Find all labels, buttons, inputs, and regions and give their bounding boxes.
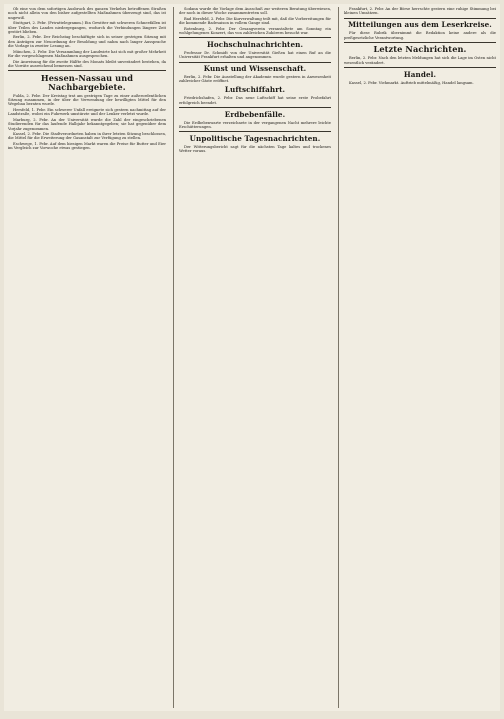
- section-heading: Handel.: [403, 69, 437, 79]
- divider: [179, 131, 331, 132]
- section-heading: Luftschiffahrt.: [224, 85, 286, 95]
- paragraph: Kassel, 2. Febr. Viehmarkt. Auftrieb mittelmäßig, Handel langsam.: [349, 80, 474, 85]
- paragraph: Der Witterungsbericht sagt für die nächsten Tage kaltes und trockenes Wetter voraus.: [179, 144, 331, 154]
- paragraph: Ob eine von dem sofortigen Ausbruch des ganzen Verkehrs betroffenen Straßen noch nicht allein von den bisher aufgestellten Maßnahmen überzeugt sind, das ist ungewiß.: [8, 7, 166, 20]
- column-2: [173, 7, 331, 708]
- column-1: [8, 7, 166, 708]
- paragraph: Berlin, 2. Febr. Nach den letzten Meldungen hat sich die Lage im Osten nicht wesentlich verändert.: [344, 56, 496, 65]
- newspaper-page: [4, 4, 500, 711]
- divider: [179, 107, 331, 108]
- paragraph: Bad Hersfeld, 2. Febr. Die Kurverwaltung teilt mit, daß die Vorbereitungen für die kommende Badesaison in vollem Gange sind.: [179, 16, 331, 26]
- divider: [179, 62, 331, 63]
- paragraph: Hersfeld, 1. Febr. Ein schwerer Unfall ereignete sich gestern nachmittag auf der Landstraße, wobei ein Fuhrwerk umstürzte und der Lenker verletzt wurde.: [8, 107, 166, 117]
- paragraph: Für diese Rubrik übernimmt die Redaktion keine andere als die preßgesetzliche Verantwortung.: [344, 31, 496, 40]
- divider: [344, 18, 496, 19]
- section-heading: Hochschulnachrichten.: [206, 39, 304, 49]
- paragraph: Friedrichshafen, 2. Febr. Das neue Luftschiff hat seine erste Probefahrt erfolgreich beendet.: [179, 96, 331, 105]
- paragraph: München, 2. Febr. Die Versammlung der Landwirte hat sich mit großer Mehrheit für die vorgeschlagenen Maßnahmen ausgesprochen.: [8, 49, 166, 58]
- paragraph: Eschwege, 1. Febr. Auf dem hiesigen Markt waren die Preise für Butter und Eier im Vergleich zur Vorwoche etwas gestiegen.: [8, 141, 166, 151]
- paragraph: Fulda, 2. Febr. Der Kreistag trat am gestrigen Tage zu einer außerordentlichen Sitzung zusammen, in der über die Verwendung der bewilligten Mittel für den Wegebau beraten wurde.: [8, 93, 166, 107]
- column-3: [338, 7, 496, 708]
- paragraph: Berlin, 2. Febr. Die Ausstellung der Akademie wurde gestern in Anwesenheit zahlreicher Gäste eröffnet.: [179, 75, 331, 84]
- section-heading: Mitteilungen aus dem Leserkreise.: [348, 20, 492, 30]
- paragraph: Rotenburg, 2. Febr. Der Gesangverein veranstaltete am Sonntag ein wohlgelungenes Konzert, das von zahlreichen Zuhörern besucht war.: [179, 26, 331, 36]
- paragraph: Die Erdbebenwarte verzeichnete in der vergangenen Nacht mehrere leichte Erschütterungen.: [179, 120, 331, 129]
- section-heading: Unpolitische Tagesnachrichten.: [189, 133, 321, 143]
- divider: [179, 37, 331, 38]
- section-heading: Letzte Nachrichten.: [373, 44, 467, 55]
- paragraph: Berlin, 2. Febr. Der Reichstag beschäftigte sich in seiner gestrigen Sitzung mit den Anträgen zur Neuordnung der Besoldung und nahm nach langer Aussprache die Vorlage in zweiter Lesung an.: [8, 35, 166, 49]
- section-heading: Kunst und Wissenschaft.: [203, 64, 307, 74]
- paragraph: Professor Dr. Schmidt von der Universität Gießen hat einen Ruf an die Universität Frankfurt erhalten und angenommen.: [179, 50, 331, 60]
- section-heading: Hessen-Nassau und Nachbargebiete.: [40, 72, 134, 92]
- paragraph: Kassel, 2. Febr. Die Stadtverordneten haben in ihrer letzten Sitzung beschlossen, die Mittel für die Erweiterung der Gasanstalt zur Verfügung zu stellen.: [8, 132, 166, 141]
- divider: [344, 67, 496, 68]
- paragraph: Die Anweisung für die zweite Hälfte des Monats bleibt unverändert bestehen, da die Vorräte ausreichend bemessen sind.: [8, 59, 166, 68]
- paragraph: Stuttgart, 2. Febr. (Privattelegramm.) Ein Gewitter mit schweren Schneefällen ist über Teilen des Landes niedergegangen, wodurch die Verbindungen längere Zeit gestört blieben.: [8, 21, 166, 34]
- divider: [8, 70, 166, 71]
- paragraph: Sodann wurde die Vorlage dem Ausschuß zur weiteren Beratung überwiesen, der noch in dieser Woche zusammentreten soll.: [179, 7, 331, 16]
- paragraph: Marburg, 2. Febr. An der Universität wurde die Zahl der eingeschriebenen Studierenden für das laufende Halbjahr bekanntgegeben; sie hat gegenüber dem Vorjahr zugenommen.: [8, 117, 166, 131]
- section-heading: Erdbebenfälle.: [224, 109, 286, 119]
- paragraph: Frankfurt, 2. Febr. An der Börse herrschte gestern eine ruhige Stimmung bei kleinen Umsätzen.: [344, 7, 496, 16]
- divider: [344, 42, 496, 43]
